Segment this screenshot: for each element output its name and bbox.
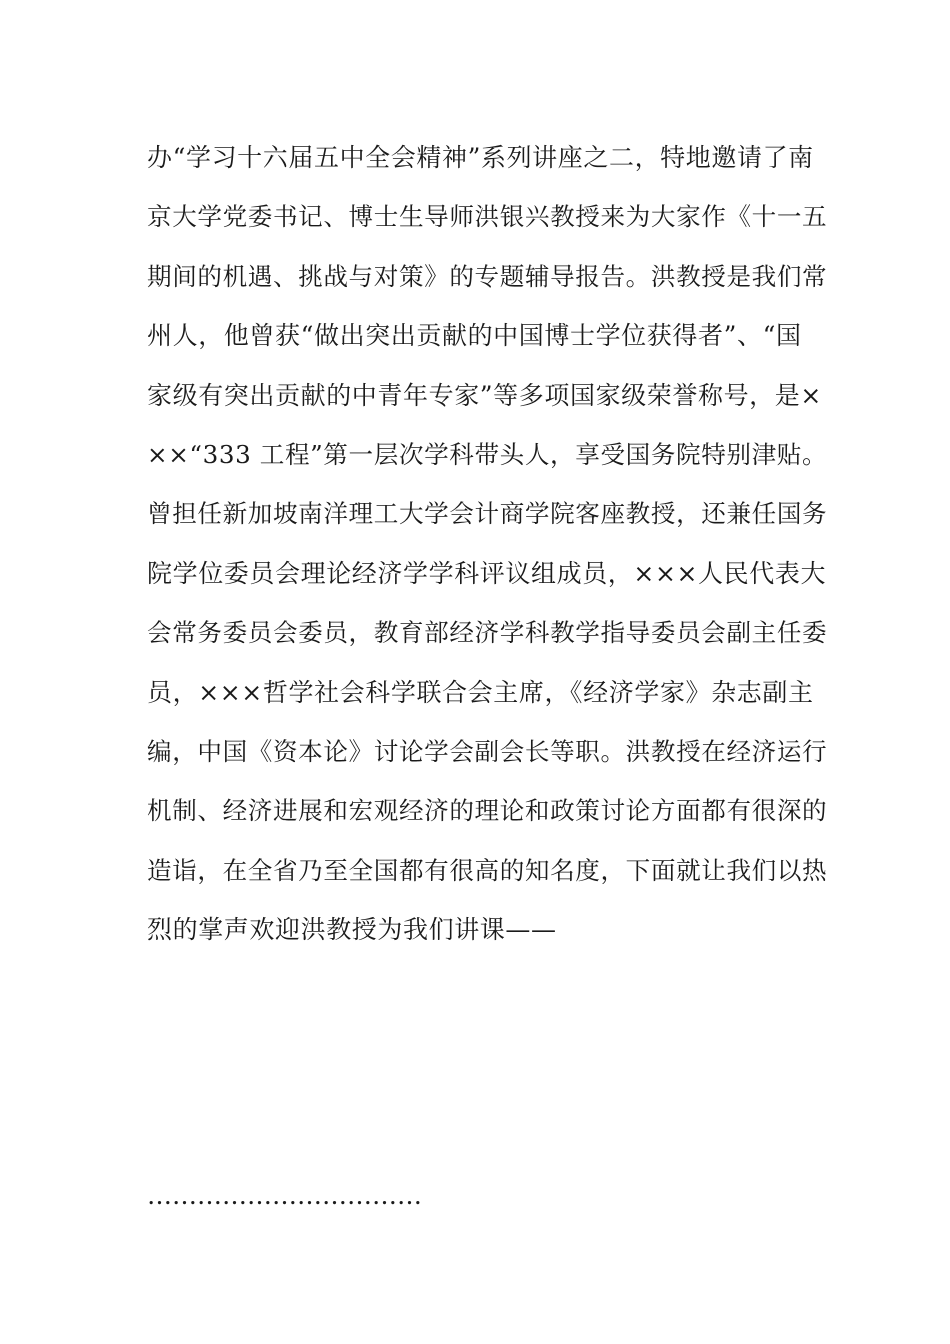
paragraph-line: 京大学党委书记、博士生导师洪银兴教授来为大家作《十一五 — [147, 202, 828, 232]
paragraph-line: 州人，他曾获“做出突出贡献的中国博士学位获得者”、“国 — [147, 321, 802, 351]
paragraph-line: 烈的掌声欢迎洪教授为我们讲课—— — [147, 915, 557, 945]
body-paragraph — [147, 128, 827, 959]
paragraph-line: 机制、经济进展和宏观经济的理论和政策讨论方面都有很深的 — [147, 796, 828, 826]
paragraph-line: 编，中国《资本论》讨论学会副会长等职。洪教授在经济运行 — [147, 736, 828, 766]
ellipsis-separator: …………………………… — [147, 1181, 422, 1210]
paragraph-line: 造诣，在全省乃至全国都有很高的知名度，下面就让我们以热 — [147, 855, 828, 885]
paragraph-line: 曾担任新加坡南洋理工大学会计商学院客座教授，还兼任国务 — [147, 499, 828, 529]
paragraph-line: 办“学习十六届五中全会精神”系列讲座之二，特地邀请了南 — [147, 143, 814, 172]
paragraph-line: 员，×××哲学社会科学联合会主席，《经济学家》杂志副主 — [147, 677, 814, 707]
paragraph-line: 期间的机遇、挑战与对策》的专题辅导报告。洪教授是我们常 — [147, 261, 828, 291]
paragraph-line: ××“333 工程”第一层次学科带头人，享受国务院特别津贴。 — [147, 439, 828, 469]
paragraph-line: 会常务委员会委员，教育部经济学科教学指导委员会副主任委 — [147, 618, 828, 648]
paragraph-line: 家级有突出贡献的中青年专家”等多项国家级荣誉称号，是× — [147, 380, 822, 410]
paragraph-line: 院学位委员会理论经济学学科评议组成员，×××人民代表大 — [147, 558, 827, 588]
